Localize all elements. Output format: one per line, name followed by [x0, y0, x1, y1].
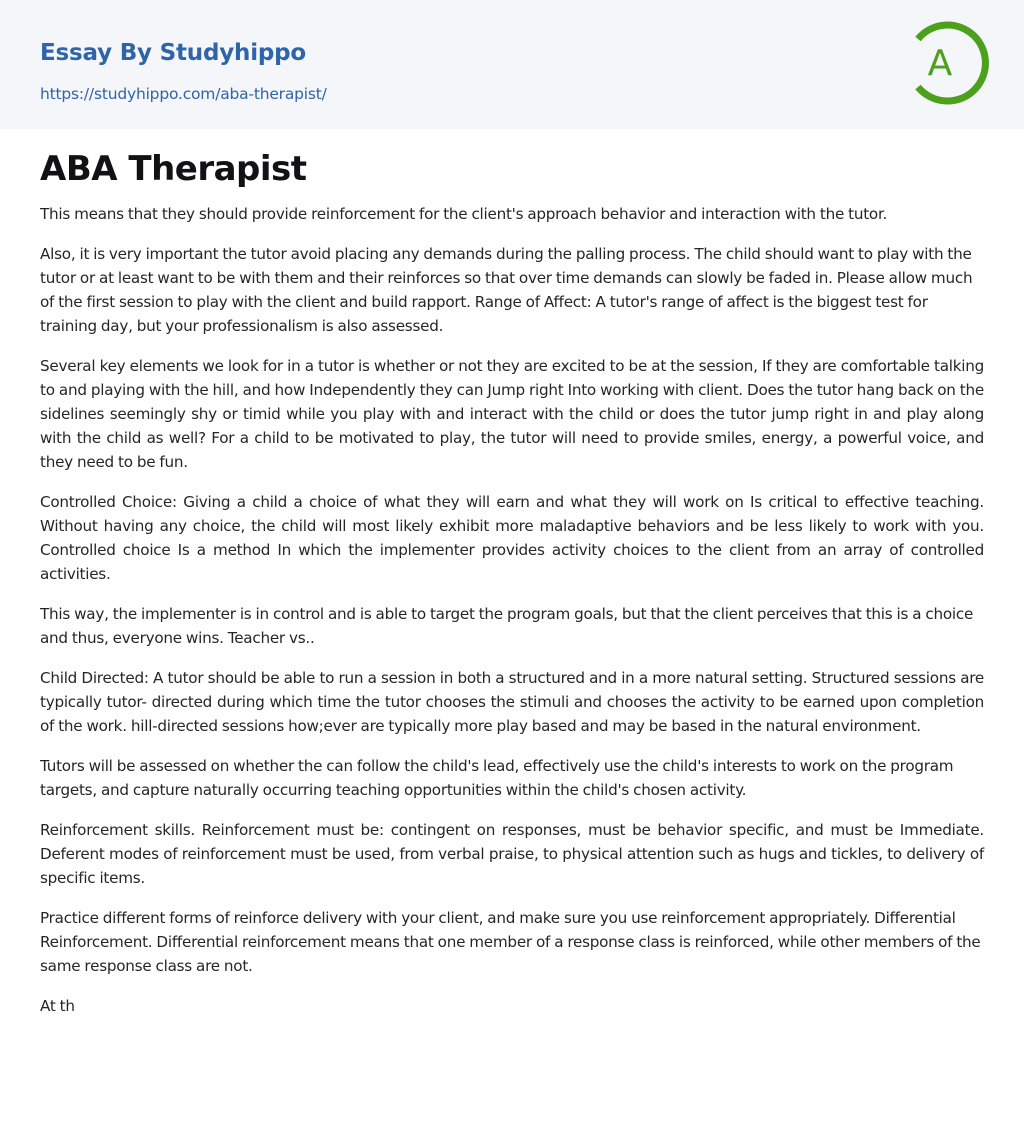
essay-paragraph: Several key elements we look for in a tutor is whether or not they are excited to be at the session, If they are comfortable talking to and playing with the hill, and how Independently they can Jump right Into working with client. Does the tutor hang back on the sidelines seemingly shy or timid while you play with and interact with the child or does the tutor jump right in and play along with the child as well? For a child to be motivated to play, the tutor will need to provide smiles, energy, a powerful voice, and they need to be fun. — [40, 357, 984, 471]
essay-paragraph: Child Directed: A tutor should be able to run a session in both a structured and in a more natural setting. Structured sessions are typically tutor- directed during which time the tutor chooses the stimuli and chooses the activity to be earned upon completion of the work. hill-directed sessions how;ever are typically more play based and may be based in the natural environment. — [40, 669, 984, 735]
source-url-link[interactable]: https://studyhippo.com/aba-therapist/ — [40, 85, 327, 103]
essay-paragraph: Tutors will be assessed on whether the can follow the child's lead, effectively use the child's interests to work on the program targets, and capture naturally occurring teaching opportunities within the child's chosen activity. — [40, 757, 954, 799]
brand-title: Essay By Studyhippo — [40, 40, 307, 66]
page-title: ABA Therapist — [40, 149, 307, 189]
studyhippo-logo-icon — [910, 18, 990, 108]
essay-paragraph: Also, it is very important the tutor avoid placing any demands during the palling process. The child should want to play with the tutor or at least want to be with them and their reinforces so that over time demands can slowly be faded in. Please allow much of the first session to play with the client and build rapport. Range of Affect: A tutor's range of affect is the biggest test for training day, but your professionalism is also assessed. — [40, 245, 973, 335]
essay-paragraph: This way, the implementer is in control and is able to target the program goals, but that the client perceives that this is a choice and thus, everyone wins. Teacher vs.. — [40, 605, 974, 647]
essay-paragraph: Reinforcement skills. Reinforcement must be: contingent on responses, must be behavior specific, and must be Immediate. Deferent modes of reinforcement must be used, from verbal praise, to physical attention such as hugs and tickles, to delivery of specific items. — [40, 821, 984, 887]
essay-paragraph: Controlled Choice: Giving a child a choice of what they will earn and what they will work on Is critical to effective teaching. Without having any choice, the child will most likely exhibit more maladaptive behaviors and be less likely to work with you. Controlled choice Is a method In which the implementer provides activity choices to the client from an array of controlled activities. — [40, 493, 984, 583]
site-header — [0, 0, 1024, 129]
essay-paragraph-truncated: At th — [40, 997, 75, 1015]
essay-paragraph: This means that they should provide reinforcement for the client's approach behavior and interaction with the tutor. — [40, 205, 888, 223]
logo-letter: A — [927, 43, 953, 84]
essay-content — [0, 148, 1024, 1018]
essay-paragraph: Practice different forms of reinforce delivery with your client, and make sure you use reinforcement appropriately. Differential Reinforcement. Differential reinforcement means that one member of a response class is reinforced, while other members of the same response class are not. — [40, 909, 981, 975]
